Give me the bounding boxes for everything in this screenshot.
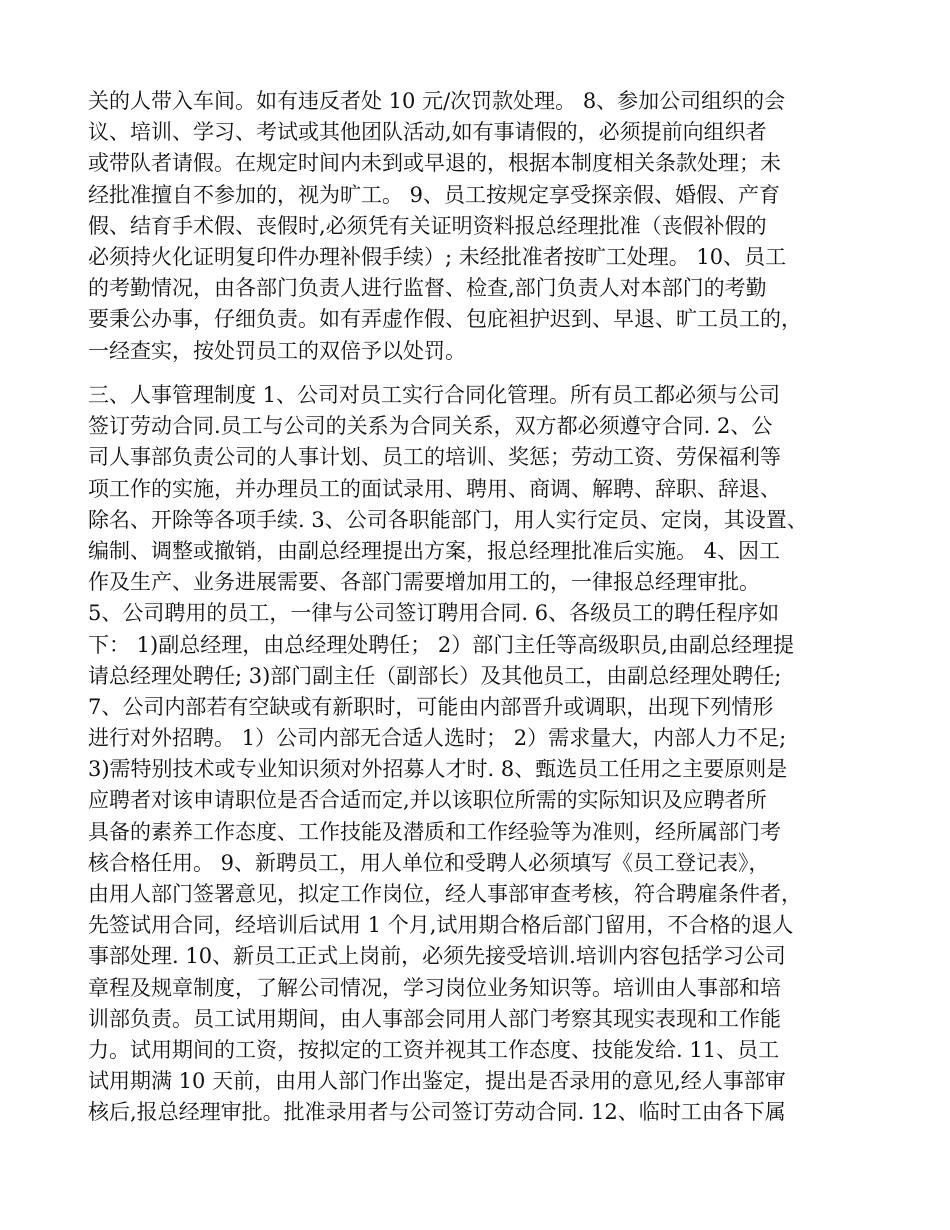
- text-line: 三、人事管理制度 1、公司对员工实行合同化管理。所有员工都必须与公司: [88, 383, 781, 407]
- text-line: 作及生产、业务进展需要、各部门需要增加用工的，一律报总经理审批。: [88, 570, 760, 595]
- text-line: 或带队者请假。在规定时间内未到或早退的，根据本制度相关条款处理；未: [88, 151, 781, 176]
- text-line: 章程及规章制度，了解公司情况，学习岗位业务知识等。培训由人事部和培: [88, 975, 781, 1000]
- text-line: 假、结育手术假、丧假时,必须凭有关证明资料报总经理批准（丧假补假的: [88, 213, 767, 238]
- text-line: 力。试用期间的工资，按拟定的工资并视其工作态度、技能发给. 11、员工: [88, 1037, 780, 1062]
- text-line: 应聘者对该申请职位是否合适而定,并以该职位所需的实际知识及应聘者所: [88, 788, 767, 813]
- text-line: 司人事部负责公司的人事计划、员工的培训、奖惩；劳动工资、劳保福利等: [88, 445, 781, 470]
- text-line: 项工作的实施，并办理员工的面试录用、聘用、商调、解聘、辞职、辞退、: [88, 476, 781, 501]
- text-line: 下： 1)副总经理，由总经理处聘任； 2）部门主任等高级职员,由副总经理提: [88, 632, 794, 657]
- text-line: 的考勤情况，由各部门负责人进行监督、检查,部门负责人对本部门的考勤: [88, 276, 767, 301]
- text-line: 必须持火化证明复印件办理补假手续）; 未经批准者按旷工处理。 10、员工: [88, 244, 787, 269]
- text-line: 具备的素养工作态度、工作技能及潜质和工作经验等为准则，经所属部门考: [88, 819, 781, 844]
- text-line: 核合格任用。 9、新聘员工，用人单位和受聘人必须填写《员工登记表》，: [88, 850, 770, 875]
- text-line: 请总经理处聘任; 3)部门副主任（副部长）及其他员工，由副总经理处聘任;: [88, 663, 782, 688]
- text-line: 编制、调整或撤销，由副总经理提出方案，报总经理批准后实施。 4、因工: [88, 538, 781, 563]
- text-line: 一经查实，按处罚员工的双倍予以处罚。: [88, 338, 466, 363]
- paragraph-personnel-management: [88, 380, 878, 1129]
- text-line: 7、公司内部若有空缺或有新职时，可能由内部晋升或调职，出现下列情形: [88, 694, 774, 719]
- text-line: 先签试用合同，经培训后试用 1 个月,试用期合格后部门留用，不合格的退人: [88, 913, 794, 938]
- text-line: 签订劳动合同.员工与公司的关系为合同关系，双方都必须遵守合同. 2、公: [88, 414, 773, 439]
- text-line: 事部处理. 10、新员工正式上岗前，必须先接受培训.培训内容包括学习公司: [88, 944, 786, 969]
- text-line: 核后,报总经理审批。批准录用者与公司签订劳动合同. 12、临时工由各下属: [88, 1100, 786, 1125]
- text-line: 除名、开除等各项手续. 3、公司各职能部门，用人实行定员、定岗，其设置、: [88, 507, 808, 532]
- text-line: 进行对外招聘。 1）公司内部无合适人选时； 2）需求量大，内部人力不足;: [88, 726, 787, 751]
- paragraph-attendance-rules: [88, 86, 878, 367]
- text-line: 训部负责。员工试用期间，由人事部会同用人部门考察其现实表现和工作能: [88, 1006, 781, 1031]
- text-line: 试用期满 10 天前，由用人部门作出鉴定，提出是否录用的意见,经人事部审: [88, 1069, 786, 1094]
- text-line: 关的人带入车间。如有违反者处 10 元/次罚款处理。 8、参加公司组织的会: [88, 89, 786, 113]
- text-line: 5、公司聘用的员工，一律与公司签订聘用合同. 6、各级员工的聘任程序如: [88, 601, 780, 626]
- text-line: 要秉公办事，仔细负责。如有弄虚作假、包庇袒护迟到、早退、旷工员工的，: [88, 307, 802, 332]
- text-line: 经批准擅自不参加的，视为旷工。 9、员工按规定享受探亲假、婚假、产育: [88, 182, 781, 207]
- text-line: 议、培训、学习、考试或其他团队活动,如有事请假的，必须提前向组织者: [88, 120, 767, 145]
- text-line: 由用人部门签署意见，拟定工作岗位，经人事部审查考核，符合聘雇条件者，: [88, 882, 802, 906]
- text-line: 3)需特别技术或专业知识须对外招募人才时. 8、甄选员工任用之主要原则是: [88, 757, 788, 782]
